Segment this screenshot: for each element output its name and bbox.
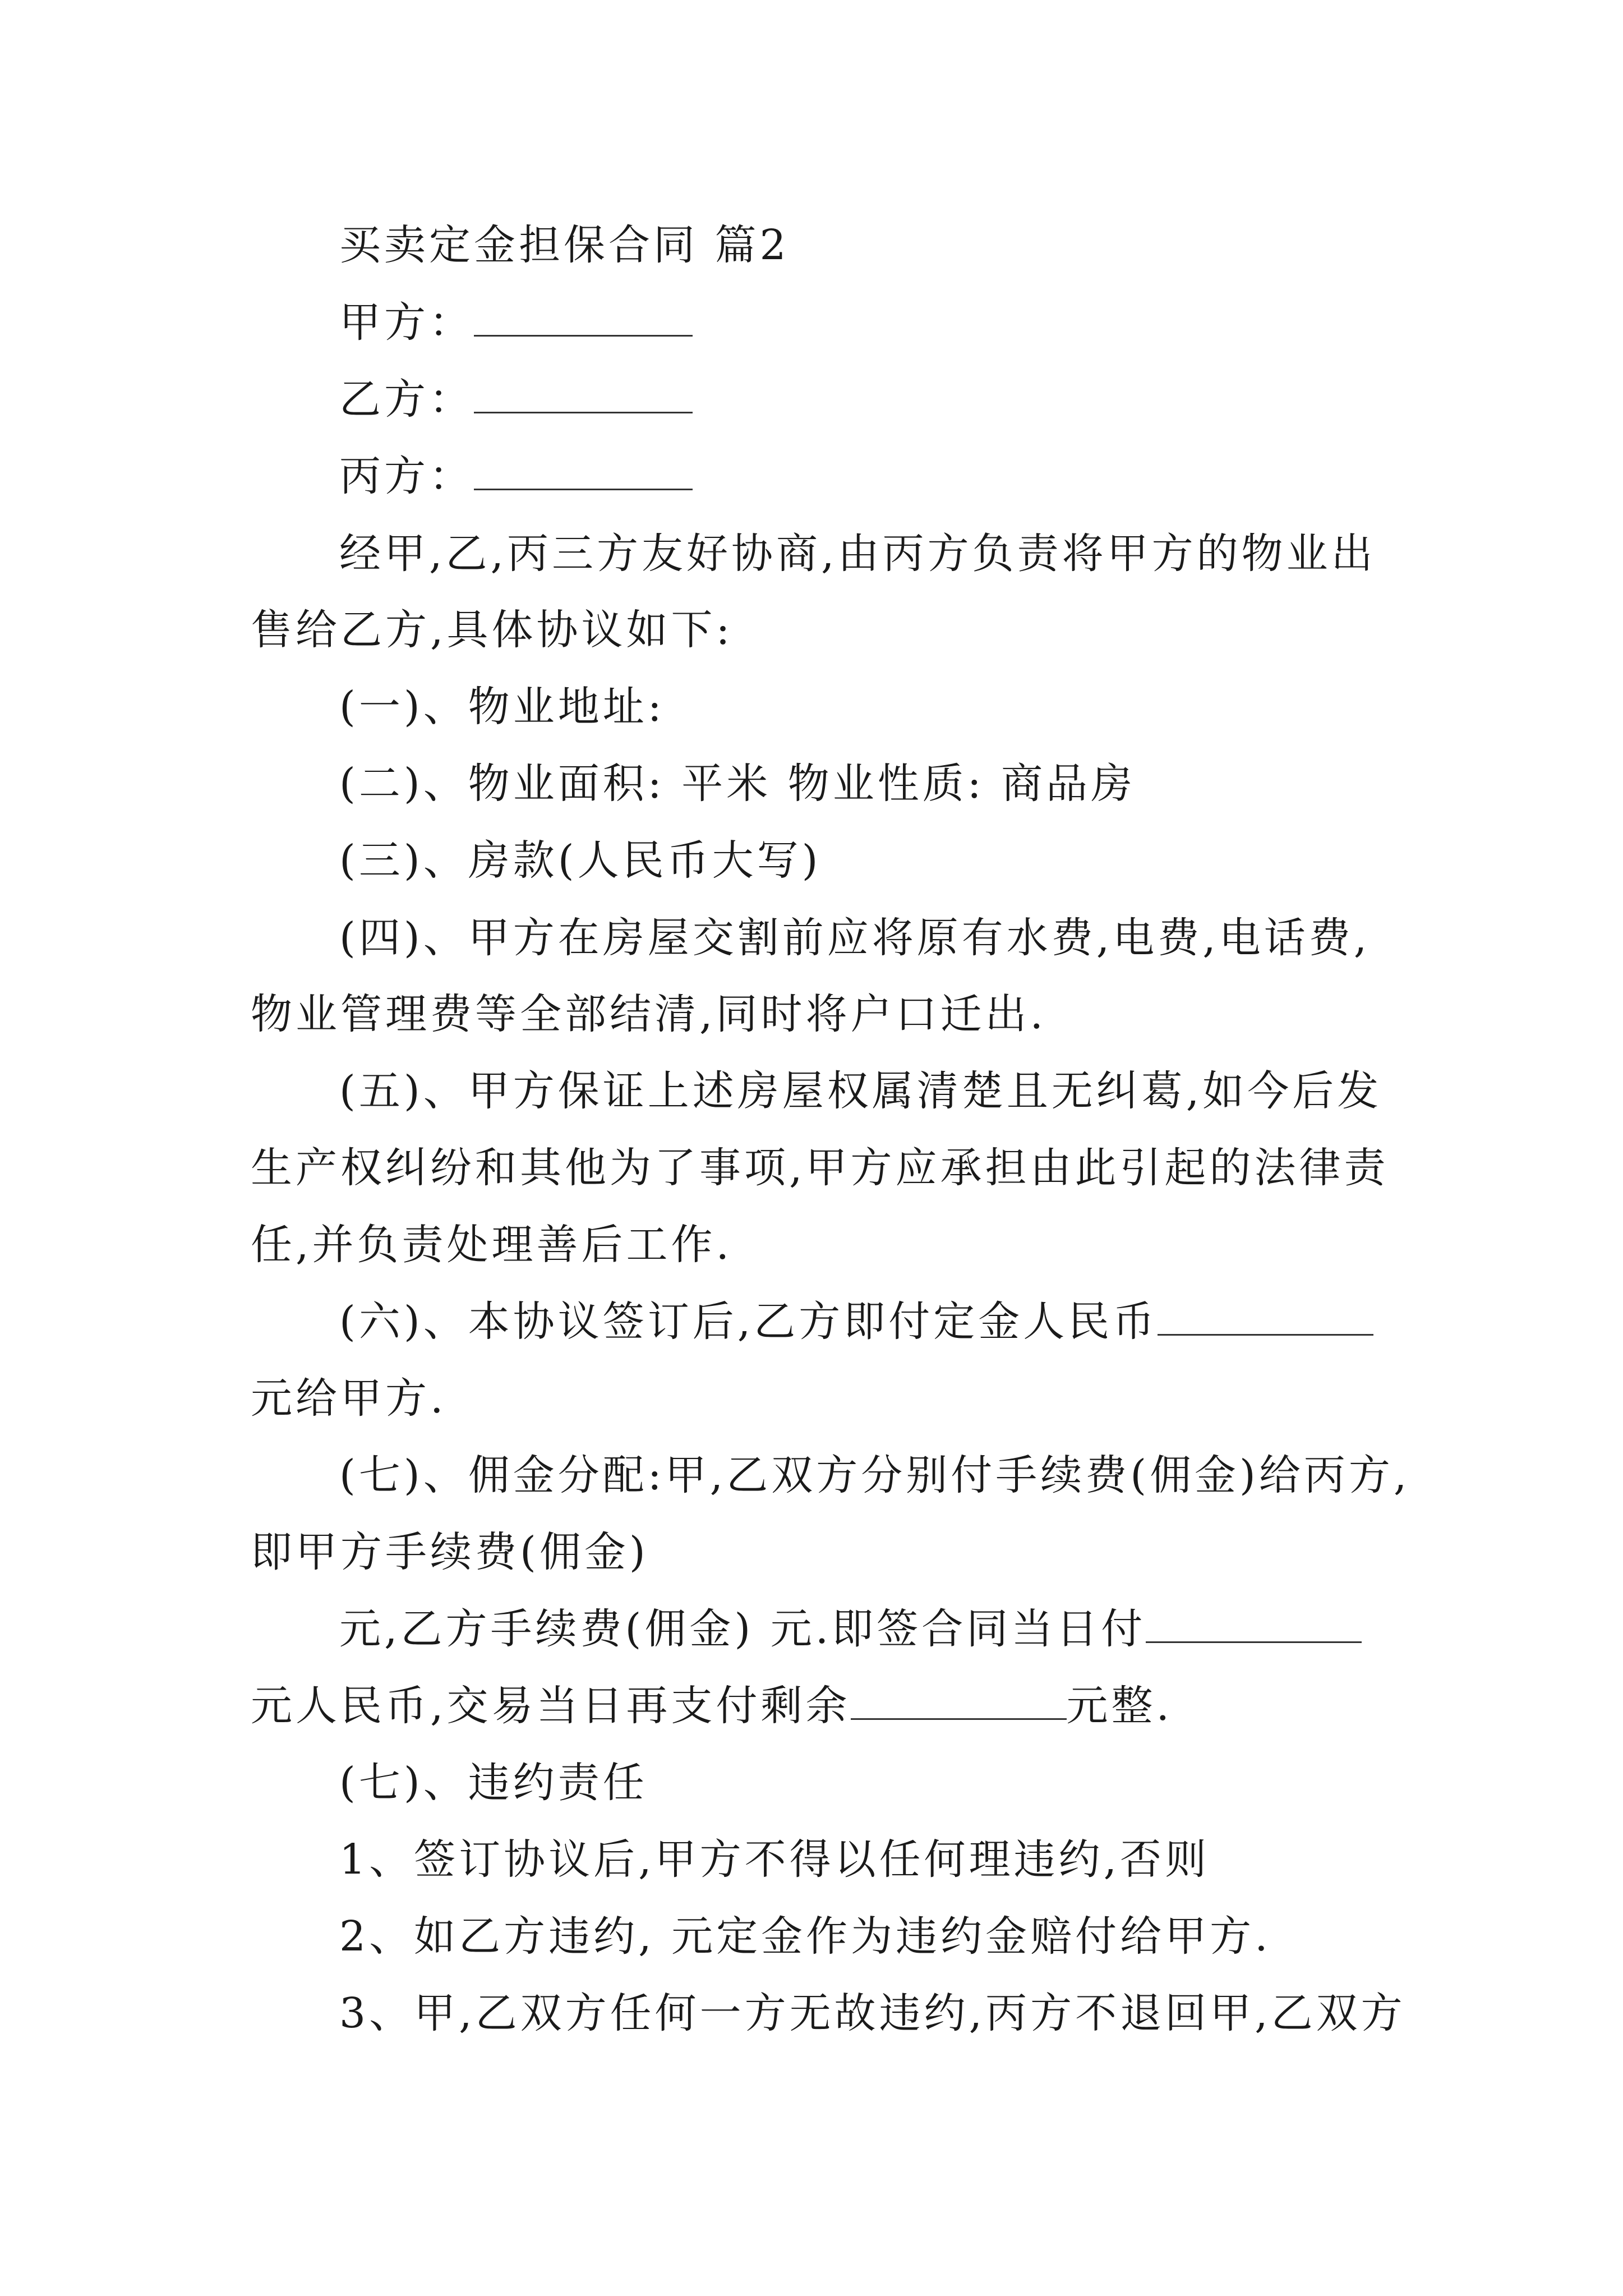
clause-3: (三)、房款(人民币大写) (339, 836, 822, 885)
clause-1: (一)、物业地址: (339, 683, 665, 731)
clause-2: (二)、物业面积: 平米 物业性质: 商品房 (339, 760, 1136, 808)
breach-item-3: 3、甲,乙双方任何一方无故违约,丙方不退回甲,乙双方 (339, 1989, 1406, 2037)
clause-7-line-2: 即甲方手续费(佣金) (251, 1528, 649, 1576)
party-c-label: 丙方： (339, 452, 474, 500)
intro-line-2: 售给乙方,具体协议如下: (251, 606, 734, 654)
party-c-blank (474, 454, 693, 490)
signing-payment-blank (1146, 1607, 1362, 1643)
party-b-blank (474, 377, 693, 413)
party-a-label: 甲方： (339, 298, 474, 347)
breach-item-1: 1、签订协议后,甲方不得以任何理违约,否则 (339, 1835, 1210, 1884)
remaining-payment-blank (851, 1683, 1067, 1720)
clause-5-line-3: 任,并负责处理善后工作. (251, 1221, 733, 1269)
party-a-line (339, 295, 693, 351)
breach-item-2: 2、如乙方违约, 元定金作为违约金赔付给甲方. (339, 1912, 1271, 1961)
party-c-line (339, 448, 693, 504)
deposit-amount-blank (1158, 1299, 1373, 1336)
clause-6-line-1: (六)、本协议签订后,乙方即付定金人民币 (339, 1294, 1373, 1350)
clause-4-line-1: (四)、甲方在房屋交割前应将原有水费,电费,电话费, (339, 914, 1371, 962)
clause-5-line-2: 生产权纠纷和其他为了事项,甲方应承担由此引起的法律责 (251, 1144, 1389, 1192)
clause-4-line-2: 物业管理费等全部结清,同时将户口迁出. (251, 990, 1047, 1038)
document-title: 买卖定金担保合同 篇2 (339, 221, 790, 269)
party-b-label: 乙方： (339, 375, 474, 424)
clause-7-line-1: (七)、佣金分配:甲,乙双方分别付手续费(佣金)给丙方, (339, 1451, 1410, 1499)
clause-7-line-4: 元人民币,交易当日再支付剩余 元整. (251, 1682, 1173, 1730)
party-a-blank (474, 300, 693, 337)
intro-line-1: 经甲,乙,丙三方友好协商,由丙方负责将甲方的物业出 (339, 530, 1376, 578)
clause-6-line-2: 元给甲方. (251, 1374, 447, 1423)
clause-5-line-1: (五)、甲方保证上述房屋权属清楚且无纠葛,如今后发 (339, 1067, 1382, 1115)
breach-heading: (七)、违约责任 (339, 1759, 648, 1807)
clause-7-line-3: 元,乙方手续费(佣金) 元.即签合同当日付 (339, 1601, 1362, 1657)
party-b-line (339, 371, 693, 427)
